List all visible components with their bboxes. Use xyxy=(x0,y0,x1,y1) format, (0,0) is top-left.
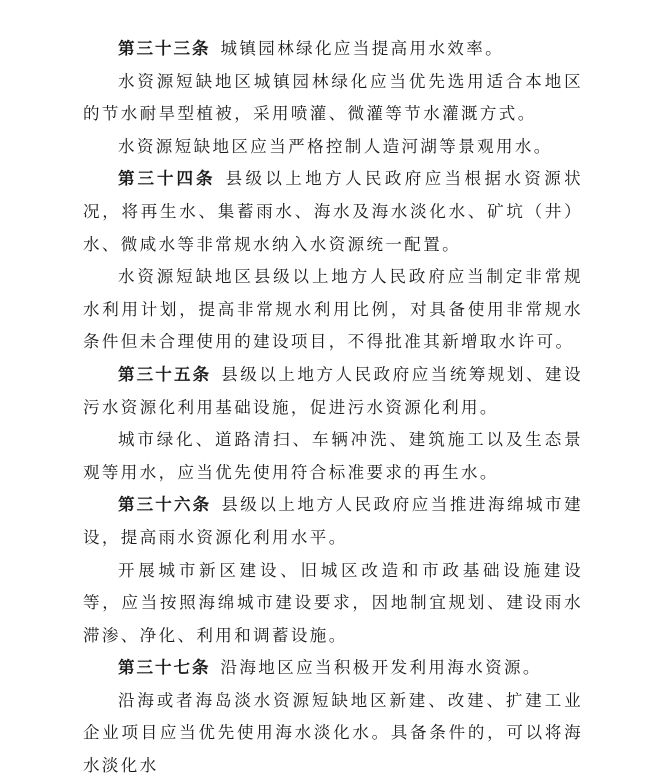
body-paragraph xyxy=(83,66,583,131)
article-number: 第三十四条 xyxy=(118,169,216,189)
article-number: 第三十三条 xyxy=(118,39,211,58)
paragraph-text: 水资源短缺地区县级以上地方人民政府应当制定非常规水利用计划，提高非常规水利用比例，对具备使用非常规水条件但未合理使用的建设项目，不得批准其新增取水许可。 xyxy=(83,267,583,352)
article-text: 城镇园林绿化应当提高用水效率。 xyxy=(220,39,504,58)
article-35-paragraph xyxy=(83,359,583,424)
article-text: 县级以上地方人民政府应当推进海绵城市建设，提高雨水资源化利用水平。 xyxy=(83,495,584,547)
article-33-paragraph xyxy=(83,33,583,66)
body-paragraph xyxy=(83,555,583,653)
body-paragraph xyxy=(83,424,583,489)
article-34-paragraph xyxy=(83,163,583,261)
paragraph-text: 水资源短缺地区应当严格控制人造河湖等景观用水。 xyxy=(118,136,553,156)
paragraph-text: 城市绿化、道路清扫、车辆冲洗、建筑施工以及生态景观等用水，应当优先使用符合标准要求的再生水。 xyxy=(83,430,583,482)
article-number: 第三十七条 xyxy=(118,658,211,678)
paragraph-text: 沿海或者海岛淡水资源短缺地区新建、改建、扩建工业企业项目应当优先使用海水淡化水。具备条件的，可以将海水淡化水 xyxy=(83,690,583,776)
article-36-paragraph xyxy=(83,489,583,554)
body-paragraph xyxy=(83,685,583,783)
document-page xyxy=(83,33,583,783)
body-paragraph xyxy=(83,261,583,359)
article-text: 沿海地区应当积极开发利用海水资源。 xyxy=(220,658,542,678)
paragraph-text: 开展城市新区建设、旧城区改造和市政基础设施建设等，应当按照海绵城市建设要求，因地制宜规划、建设雨水滞渗、净化、利用和调蓄设施。 xyxy=(83,560,583,645)
article-37-paragraph xyxy=(83,652,583,685)
body-paragraph xyxy=(83,131,583,164)
paragraph-text: 水资源短缺地区城镇园林绿化应当优先选用适合本地区的节水耐旱型植被，采用喷灌、微灌等节水灌溉方式。 xyxy=(83,71,583,124)
article-number: 第三十五条 xyxy=(118,364,212,384)
article-text: 县级以上地方人民政府应当统筹规划、建设污水资源化利用基础设施，促进污水资源化利用。 xyxy=(83,364,584,417)
article-text: 县级以上地方人民政府应当根据水资源状况，将再生水、集蓄雨水、海水及海水淡化水、矿坑（井）水、微咸水等非常规水纳入水资源统一配置。 xyxy=(83,169,584,254)
article-number: 第三十六条 xyxy=(118,495,212,515)
